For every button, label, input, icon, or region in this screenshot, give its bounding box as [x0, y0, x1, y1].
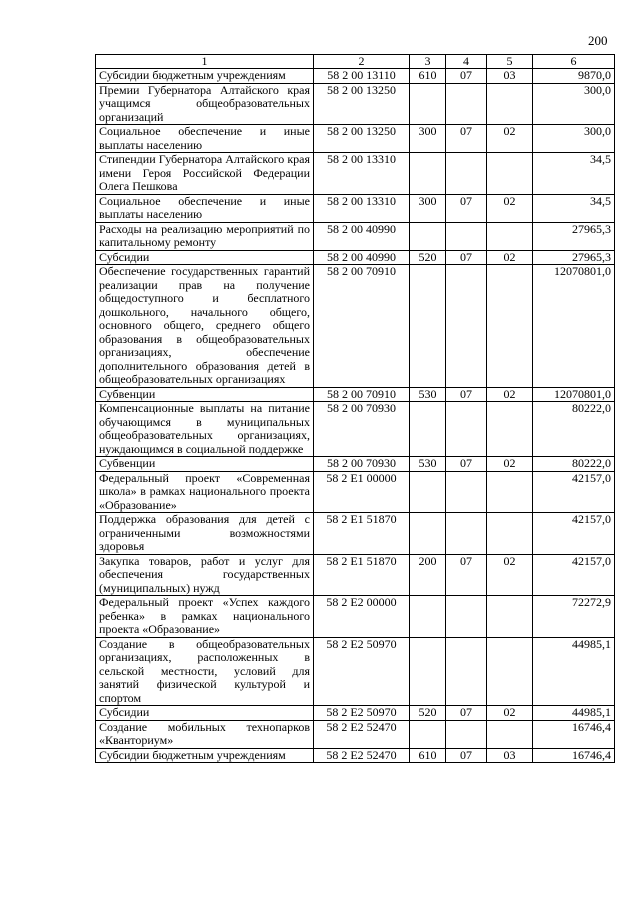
row-col4-cell: [446, 637, 487, 706]
row-amount-cell: 12070801,0: [533, 265, 615, 388]
row-col3-cell: 300: [410, 194, 446, 222]
row-col3-cell: [410, 153, 446, 195]
table-row: [96, 402, 615, 457]
row-col3-cell: 300: [410, 125, 446, 153]
row-name-cell: Создание мобильных технопарков «Кванториум»: [96, 720, 314, 748]
row-code-cell: 58 2 E2 50970: [314, 637, 410, 706]
row-name-cell: Федеральный проект «Успех каждого ребенка» в рамках национального проекта «Образование»: [96, 596, 314, 638]
table-row: [96, 471, 615, 513]
row-code-cell: 58 2 00 13250: [314, 125, 410, 153]
row-name-cell: Субсидии: [96, 250, 314, 265]
row-amount-cell: 44985,1: [533, 706, 615, 721]
row-code-cell: 58 2 00 70930: [314, 402, 410, 457]
row-amount-cell: 27965,3: [533, 250, 615, 265]
row-amount-cell: 42157,0: [533, 471, 615, 513]
row-name-cell: Социальное обеспечение и иные выплаты населению: [96, 125, 314, 153]
row-col5-cell: 03: [487, 748, 533, 763]
row-col3-cell: [410, 471, 446, 513]
row-amount-cell: 16746,4: [533, 720, 615, 748]
row-col3-cell: [410, 596, 446, 638]
row-col3-cell: 520: [410, 250, 446, 265]
row-col5-cell: 02: [487, 250, 533, 265]
row-col4-cell: [446, 402, 487, 457]
row-col4-cell: 07: [446, 706, 487, 721]
row-code-cell: 58 2 00 13250: [314, 83, 410, 125]
row-col4-cell: 07: [446, 387, 487, 402]
row-name-cell: Создание в общеобразовательных организациях, расположенных в сельской местности, условий для занятий физической культурой и спортом: [96, 637, 314, 706]
row-code-cell: 58 2 00 70930: [314, 457, 410, 472]
row-amount-cell: 72272,9: [533, 596, 615, 638]
row-name-cell: Субсидии: [96, 706, 314, 721]
row-col4-cell: 07: [446, 250, 487, 265]
table-row: [96, 596, 615, 638]
row-name-cell: Федеральный проект «Современная школа» в рамках национального проекта «Образование»: [96, 471, 314, 513]
row-code-cell: 58 2 00 40990: [314, 250, 410, 265]
row-amount-cell: 80222,0: [533, 402, 615, 457]
column-header-1: 1: [96, 55, 314, 69]
row-amount-cell: 44985,1: [533, 637, 615, 706]
page-number: 200: [588, 33, 608, 48]
row-code-cell: 58 2 E2 50970: [314, 706, 410, 721]
header-row: [96, 55, 615, 69]
row-col4-cell: [446, 513, 487, 555]
row-col5-cell: [487, 720, 533, 748]
row-col5-cell: 03: [487, 69, 533, 84]
table-row: [96, 637, 615, 706]
row-col5-cell: 02: [487, 387, 533, 402]
row-code-cell: 58 2 E2 52470: [314, 748, 410, 763]
row-col3-cell: [410, 637, 446, 706]
table-row: [96, 83, 615, 125]
row-col4-cell: [446, 83, 487, 125]
row-code-cell: 58 2 E1 00000: [314, 471, 410, 513]
row-col3-cell: [410, 513, 446, 555]
row-col5-cell: [487, 637, 533, 706]
row-name-cell: Субвенции: [96, 387, 314, 402]
column-header-3: 3: [410, 55, 446, 69]
row-col5-cell: [487, 222, 533, 250]
row-col5-cell: 02: [487, 194, 533, 222]
row-name-cell: Стипендии Губернатора Алтайского края имени Героя Российской Федерации Олега Пешкова: [96, 153, 314, 195]
row-code-cell: 58 2 00 13310: [314, 153, 410, 195]
row-name-cell: Поддержка образования для детей с ограниченными возможностями здоровья: [96, 513, 314, 555]
row-name-cell: Обеспечение государственных гарантий реализации прав на получение общедоступного и бесплатного дошкольного, начального общего, основного общего, среднего общего образования в общеобразовательных организациях, обеспечение дополнительного образования детей в общеобразовательных организациях: [96, 265, 314, 388]
row-col4-cell: [446, 153, 487, 195]
row-name-cell: Социальное обеспечение и иные выплаты населению: [96, 194, 314, 222]
row-col3-cell: [410, 83, 446, 125]
row-col4-cell: 07: [446, 554, 487, 596]
row-amount-cell: 42157,0: [533, 554, 615, 596]
row-col5-cell: [487, 471, 533, 513]
row-col4-cell: 07: [446, 125, 487, 153]
row-name-cell: Компенсационные выплаты на питание обучающимся в муниципальных общеобразовательных организациях, нуждающимся в социальной поддержке: [96, 402, 314, 457]
table-row: [96, 222, 615, 250]
table-row: [96, 513, 615, 555]
table-row: [96, 125, 615, 153]
table-row: [96, 748, 615, 763]
table-row: [96, 554, 615, 596]
row-col5-cell: 02: [487, 706, 533, 721]
row-name-cell: Закупка товаров, работ и услуг для обеспечения государственных (муниципальных) нужд: [96, 554, 314, 596]
row-code-cell: 58 2 00 13110: [314, 69, 410, 84]
row-col3-cell: 520: [410, 706, 446, 721]
row-amount-cell: 300,0: [533, 83, 615, 125]
row-col4-cell: 07: [446, 748, 487, 763]
row-col5-cell: 02: [487, 125, 533, 153]
row-code-cell: 58 2 00 70910: [314, 265, 410, 388]
row-col5-cell: [487, 596, 533, 638]
table-body: [96, 69, 615, 763]
row-code-cell: 58 2 E2 00000: [314, 596, 410, 638]
table-row: [96, 720, 615, 748]
row-col4-cell: [446, 720, 487, 748]
column-header-5: 5: [487, 55, 533, 69]
row-col5-cell: [487, 402, 533, 457]
row-code-cell: 58 2 00 70910: [314, 387, 410, 402]
table-row: [96, 457, 615, 472]
row-name-cell: Субсидии бюджетным учреждениям: [96, 748, 314, 763]
row-name-cell: Премии Губернатора Алтайского края учащимся общеобразовательных организаций: [96, 83, 314, 125]
row-amount-cell: 12070801,0: [533, 387, 615, 402]
row-col4-cell: [446, 596, 487, 638]
row-code-cell: 58 2 00 40990: [314, 222, 410, 250]
row-amount-cell: 80222,0: [533, 457, 615, 472]
row-col3-cell: [410, 402, 446, 457]
row-name-cell: Субвенции: [96, 457, 314, 472]
table-row: [96, 265, 615, 388]
row-code-cell: 58 2 00 13310: [314, 194, 410, 222]
row-col4-cell: 07: [446, 69, 487, 84]
table-row: [96, 153, 615, 195]
row-col5-cell: 02: [487, 554, 533, 596]
row-col5-cell: [487, 153, 533, 195]
column-header-6: 6: [533, 55, 615, 69]
row-col3-cell: [410, 222, 446, 250]
row-col3-cell: 530: [410, 387, 446, 402]
row-amount-cell: 9870,0: [533, 69, 615, 84]
row-name-cell: Расходы на реализацию мероприятий по капитальному ремонту: [96, 222, 314, 250]
row-code-cell: 58 2 E1 51870: [314, 513, 410, 555]
row-amount-cell: 27965,3: [533, 222, 615, 250]
column-header-2: 2: [314, 55, 410, 69]
row-col3-cell: [410, 720, 446, 748]
budget-table: [95, 54, 615, 763]
row-col5-cell: 02: [487, 457, 533, 472]
row-col3-cell: 610: [410, 69, 446, 84]
row-name-cell: Субсидии бюджетным учреждениям: [96, 69, 314, 84]
table-row: [96, 69, 615, 84]
column-header-4: 4: [446, 55, 487, 69]
table-row: [96, 194, 615, 222]
table-row: [96, 706, 615, 721]
row-col4-cell: [446, 265, 487, 388]
row-col3-cell: [410, 265, 446, 388]
row-col5-cell: [487, 513, 533, 555]
row-amount-cell: 300,0: [533, 125, 615, 153]
row-amount-cell: 42157,0: [533, 513, 615, 555]
table-row: [96, 387, 615, 402]
table-row: [96, 250, 615, 265]
row-code-cell: 58 2 E2 52470: [314, 720, 410, 748]
row-amount-cell: 16746,4: [533, 748, 615, 763]
row-col3-cell: 530: [410, 457, 446, 472]
row-col4-cell: 07: [446, 194, 487, 222]
row-code-cell: 58 2 E1 51870: [314, 554, 410, 596]
row-col5-cell: [487, 265, 533, 388]
row-col4-cell: [446, 471, 487, 513]
row-col4-cell: [446, 222, 487, 250]
row-col3-cell: 610: [410, 748, 446, 763]
row-amount-cell: 34,5: [533, 153, 615, 195]
row-col4-cell: 07: [446, 457, 487, 472]
row-col5-cell: [487, 83, 533, 125]
row-amount-cell: 34,5: [533, 194, 615, 222]
row-col3-cell: 200: [410, 554, 446, 596]
